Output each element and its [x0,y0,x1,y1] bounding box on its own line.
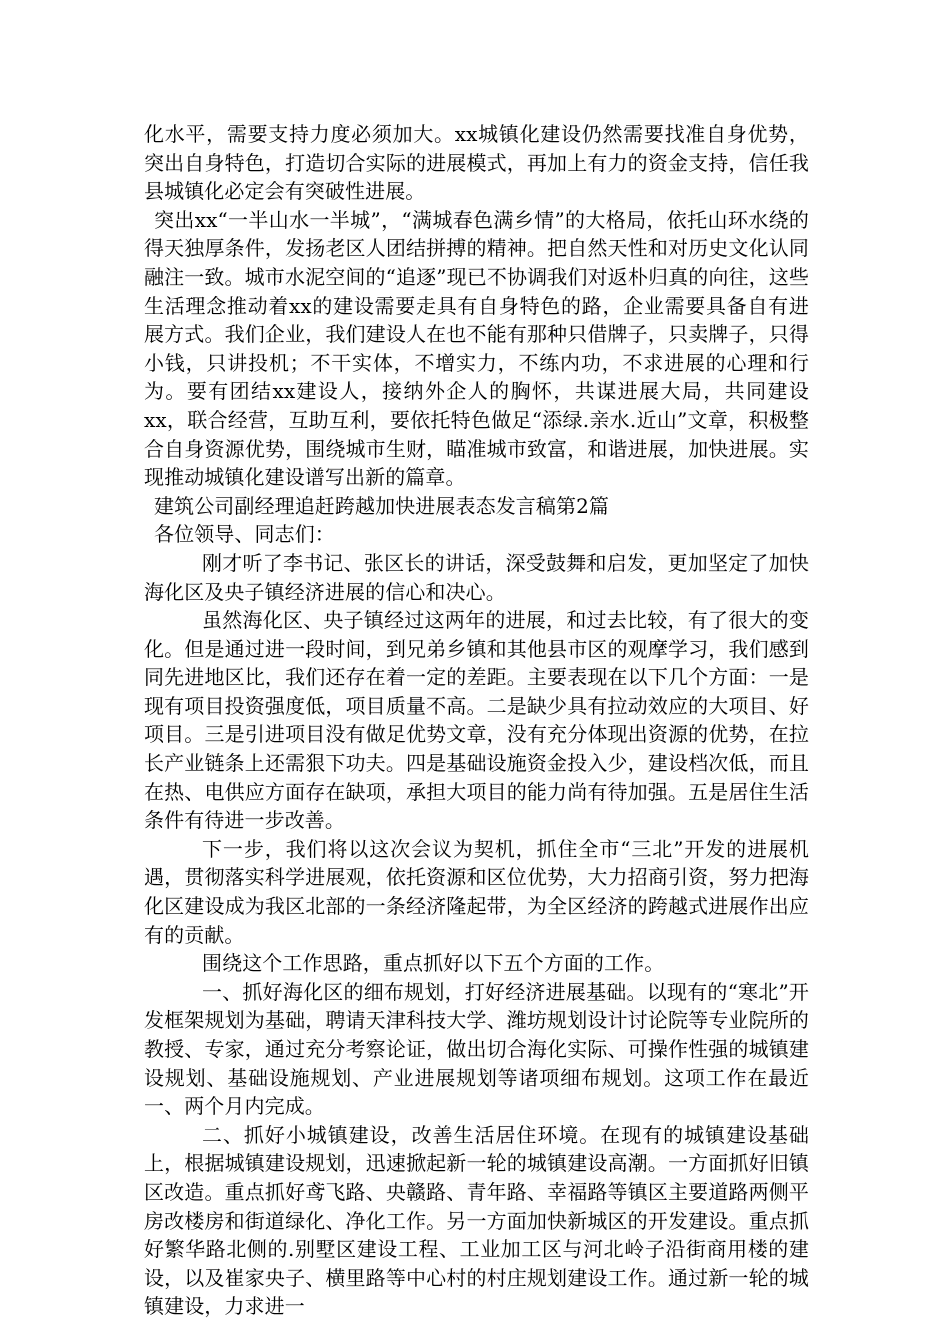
paragraph-city-vision: 突出xx“一半山水一半城”，“满城春色满乡情”的大格局，依托山环水绕的得天独厚条件，发扬老区人团结拼搏的精神。把自然天性和对历史文化认同融注一致。城市水泥空间的“追逐”现已不协调我们对返朴归真的向往，这些生活理念推动着xx的建设需要走具有自身特色的路，企业需要具备自有进展方式。我们企业，我们建设人在也不能有那种只借牌子，只卖牌子，只得小钱，只讲投机；不干实体，不增实力，不练内功，不求进展的心理和行为。要有团结xx建设人，接纳外企人的胸怀，共谋进展大局，共同建设xx，联合经营，互助互利，要依托特色做足“添绿.亲水.近山”文章，积极整合自身资源优势，围绕城市生财，瞄准城市致富，和谐进展，加快进展。实现推动城镇化建设谱写出新的篇章。 [144,207,809,490]
section-heading: 建筑公司副经理追赶跨越加快进展表态发言稿第2篇 [154,493,610,518]
paragraph-gaps: 虽然海化区、央子镇经过这两年的进展，和过去比较，有了很大的变化。但是通过进一段时间，到兄弟乡镇和其他县市区的观摩学习，我们感到同先进地区比，我们还存在着一定的差距。主要表现在以下几个方面：一是现有项目投资强度低，项目质量不高。二是缺少具有拉动效应的大项目、好项目。三是引进项目没有做足优势文章，没有充分体现出资源的优势，在拉长产业链条上还需狠下功夫。四是基础设施资金投入少，建设档次低，而且在热、电供应方面存在缺项，承担大项目的能力尚有待加强。五是居住生活条件有待进一步改善。 [144,608,809,833]
paragraph-intro: 刚才听了李书记、张区长的讲话，深受鼓舞和启发，更加坚定了加快海化区及央子镇经济进展的信心和决心。 [144,550,809,604]
paragraph-next-step: 下一步，我们将以这次会议为契机，抓住全市“三北”开发的进展机遇，贯彻落实科学进展观，依托资源和区位优势，大力招商引资，努力把海化区建设成为我区北部的一条经济隆起带，为全区经济的跨越式进展作出应有的贡献。 [144,836,809,947]
document-body [144,120,809,1321]
salutation: 各位领导、同志们： [154,522,335,547]
paragraph-continuation: 化水平，需要支持力度必须加大。xx城镇化建设仍然需要找准自身优势，突出自身特色，打造切合实际的进展模式，再加上有力的资金支持，信任我县城镇化必定会有突破性进展。 [144,122,809,204]
paragraph-item-two: 二、抓好小城镇建设，改善生活居住环境。在现有的城镇建设基础上，根据城镇建设规划，迅速掀起新一轮的城镇建设高潮。一方面抓好旧镇区改造。重点抓好鸢飞路、央赣路、青年路、幸福路等镇区主要道路两侧平房改楼房和街道绿化、净化工作。另一方面加快新城区的开发建设。重点抓好繁华路北侧的.别墅区建设工程、工业加工区与河北岭子沿街商用楼的建设，以及崔家央子、横里路等中心村的村庄规划建设工作。通过新一轮的城镇建设，力求进一 [144,1122,809,1319]
paragraph-item-one: 一、抓好海化区的细布规划，打好经济进展基础。以现有的“寒北”开发框架规划为基础，聘请天津科技大学、潍坊规划设计讨论院等专业院所的教授、专家，通过充分考察论证，做出切合海化实际、可操作性强的城镇建设规划、基础设施规划、产业进展规划等诸项细布规划。这项工作在最近一、两个月内完成。 [144,979,809,1119]
paragraph-focus: 围绕这个工作思路，重点抓好以下五个方面的工作。 [202,951,665,976]
